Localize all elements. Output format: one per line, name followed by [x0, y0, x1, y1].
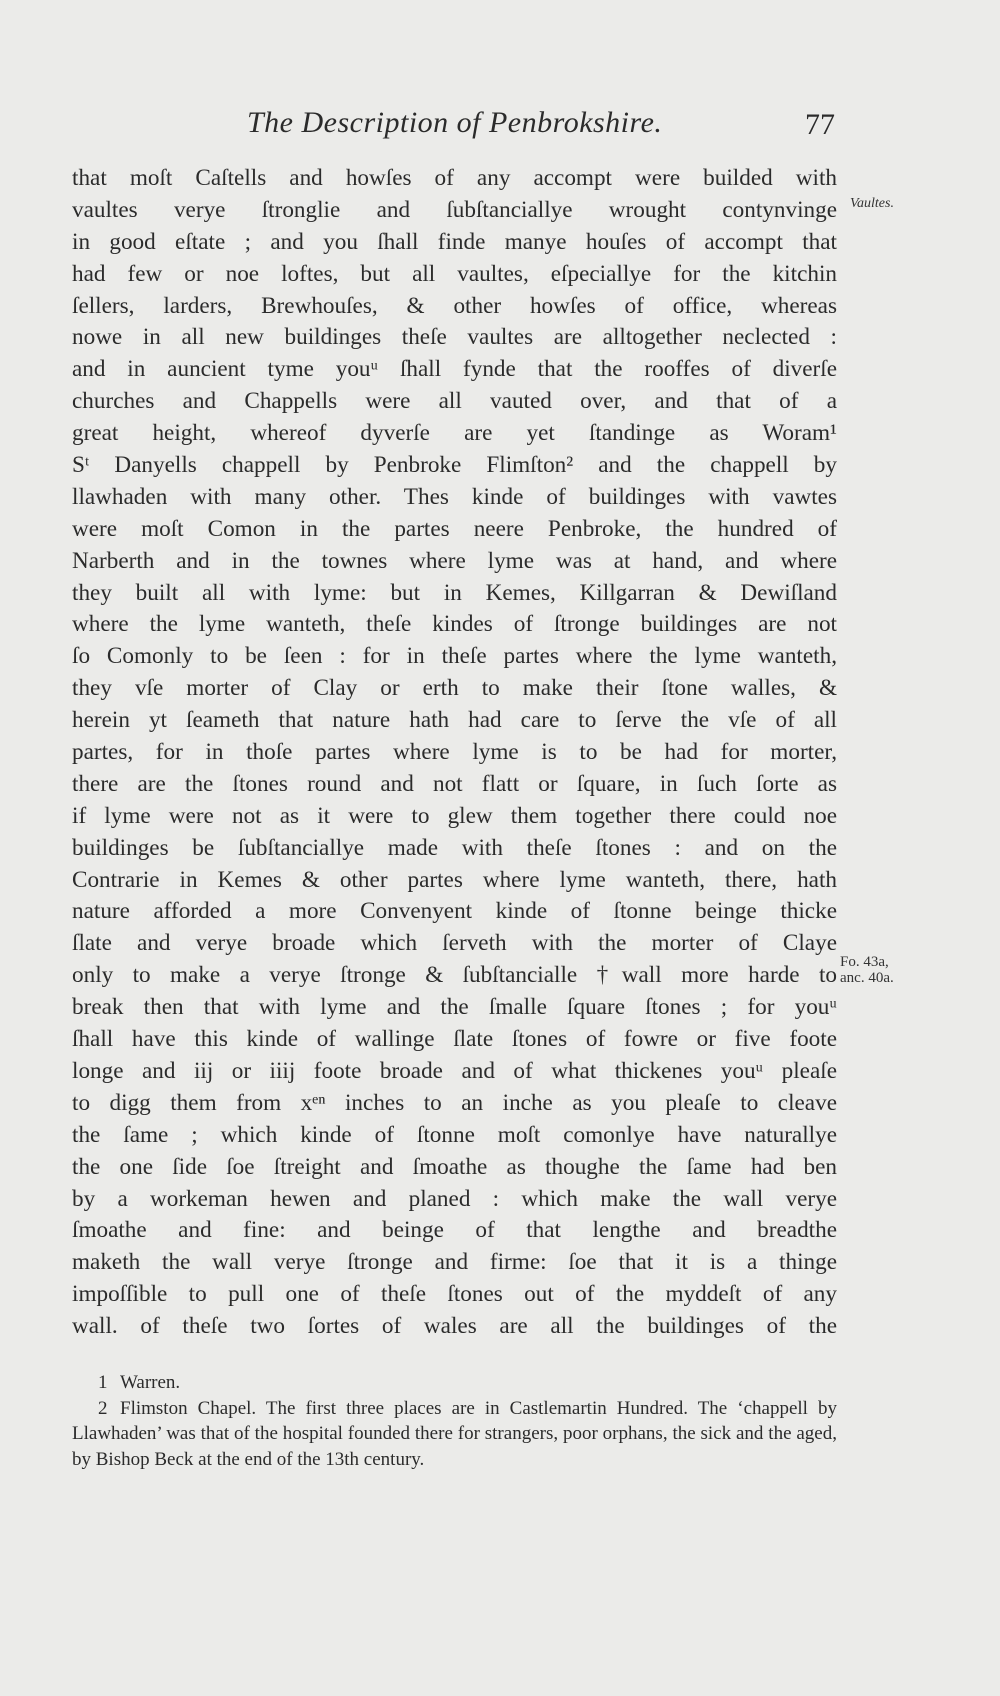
- text-line: only to make a verye ſtronge & ſubſtancialle †wall more harde to: [72, 962, 837, 989]
- footnotes: [72, 1370, 837, 1472]
- text-line: partes, for in thoſe partes where lyme is to be had for morter,: [72, 739, 837, 766]
- text-line: that moſt Caſtells and howſes of any accompt were builded with: [72, 165, 837, 191]
- text-line: herein yt ſeameth that nature hath had care to ſerve the vſe of all: [72, 707, 837, 734]
- text-line: buildinges be ſubſtanciallye made with theſe ſtones : and on the: [72, 834, 837, 861]
- text-line: maketh the wall verye ſtronge and firme: ſoe that it is a thinge: [72, 1249, 837, 1276]
- text-line: where the lyme wanteth, theſe kindes of ſtronge buildinges are not: [72, 611, 837, 638]
- text-line: if lyme were not as it were to glew them together there could noe: [72, 802, 837, 829]
- text-line: were moſt Comon in the partes neere Penbroke, the hundred of: [72, 515, 837, 542]
- text-line: the ſame ; which kinde of ſtonne moſt comonlye have naturallye: [72, 1121, 837, 1148]
- footnote-2: [72, 1396, 837, 1473]
- text-line: Sᵗ Danyells chappell by Penbroke Flimſton² and the chappell by: [72, 452, 837, 479]
- text-line: vaultes verye ſtronglie and ſubſtanciallye wrought contynvinge: [72, 196, 837, 223]
- text-line: Narberth and in the townes where lyme was at hand, and where: [72, 547, 837, 574]
- text-line: ſo Comonly to be ſeen : for in theſe partes where the lyme wanteth,: [72, 643, 837, 670]
- text-line: break then that with lyme and the ſmalle ſquare ſtones ; for youᵘ: [72, 994, 837, 1021]
- text-line: they vſe morter of Clay or erth to make their ſtone walles, &: [72, 675, 837, 702]
- folio-line-2: anc. 40a.: [840, 970, 894, 986]
- body-text: [72, 163, 837, 1343]
- text-line: and in auncient tyme youᵘ ſhall fynde that the rooffes of diverſe: [72, 356, 837, 383]
- page-number: 77: [805, 108, 835, 141]
- text-line: ſhall have this kinde of wallinge ſlate ſtones of fowre or five foote: [72, 1026, 837, 1053]
- text-line: in good eſtate ; and you ſhall finde manye houſes of accompt that: [72, 228, 837, 255]
- footnote-number: 1: [98, 1372, 108, 1393]
- text-line: ſmoathe and fine: and beinge of that lengthe and breadthe: [72, 1217, 837, 1244]
- text-line: longe and iij or iiij foote broade and of what thickenes youᵘ pleaſe: [72, 1057, 837, 1084]
- text-line: there are the ſtones round and not flatt or ſquare, in ſuch ſorte as: [72, 770, 837, 797]
- footnote-number: 2: [98, 1397, 108, 1419]
- text-line: churches and Chappells were all vauted over, and that of a: [72, 388, 837, 415]
- text-line: had few or noe loftes, but all vaultes, eſpeciallye for the kitchin: [72, 260, 837, 287]
- text-line: nature afforded a more Convenyent kinde of ſtonne beinge thicke: [72, 898, 837, 925]
- text-line: to digg them from xᵉⁿ inches to an inche as you pleaſe to cleave: [72, 1089, 837, 1116]
- margin-note-folio: [840, 954, 910, 986]
- footnote-text: Warren.: [120, 1372, 181, 1393]
- margin-note-vaultes: Vaultes.: [850, 196, 894, 211]
- text-line: great height, whereof dyverſe are yet ſtandinge as Woram¹: [72, 420, 837, 447]
- running-title: The Description of Penbrokshire.: [247, 106, 663, 139]
- text-line: Contrarie in Kemes & other partes where lyme wanteth, there, hath: [72, 866, 837, 893]
- text-line: wall. of theſe two ſortes of wales are all the buildinges of the: [72, 1313, 837, 1340]
- running-head: [72, 98, 837, 148]
- text-line: llawhaden with many other. Thes kinde of buildinges with vawtes: [72, 483, 837, 510]
- footnote-text: Flimston Chapel. The first three places are in Castlemartin Hundred. The ‘chappell by Llawhaden’ was that of the hospital founded there for strangers, poor orphans, the sick and the aged, by Bishop Beck at the end of the 13th century.: [72, 1397, 837, 1470]
- text-line: ſlate and verye broade which ſerveth with the morter of Claye: [72, 930, 837, 957]
- text-line: ſellers, larders, Brewhouſes, & other howſes of office, whereas: [72, 292, 837, 319]
- text-line: the one ſide ſoe ſtreight and ſmoathe as thoughe the ſame had ben: [72, 1153, 837, 1180]
- folio-line-1: Fo. 43a,: [840, 954, 889, 970]
- text-line: impoſſible to pull one of theſe ſtones out of the myddeſt of any: [72, 1281, 837, 1308]
- text-line: they built all with lyme: but in Kemes, Killgarran & Dewiſland: [72, 579, 837, 606]
- footnote-1: [72, 1370, 837, 1396]
- text-line: nowe in all new buildinges theſe vaultes are alltogether neclected :: [72, 324, 837, 351]
- text-line: by a workeman hewen and planed : which make the wall verye: [72, 1185, 837, 1212]
